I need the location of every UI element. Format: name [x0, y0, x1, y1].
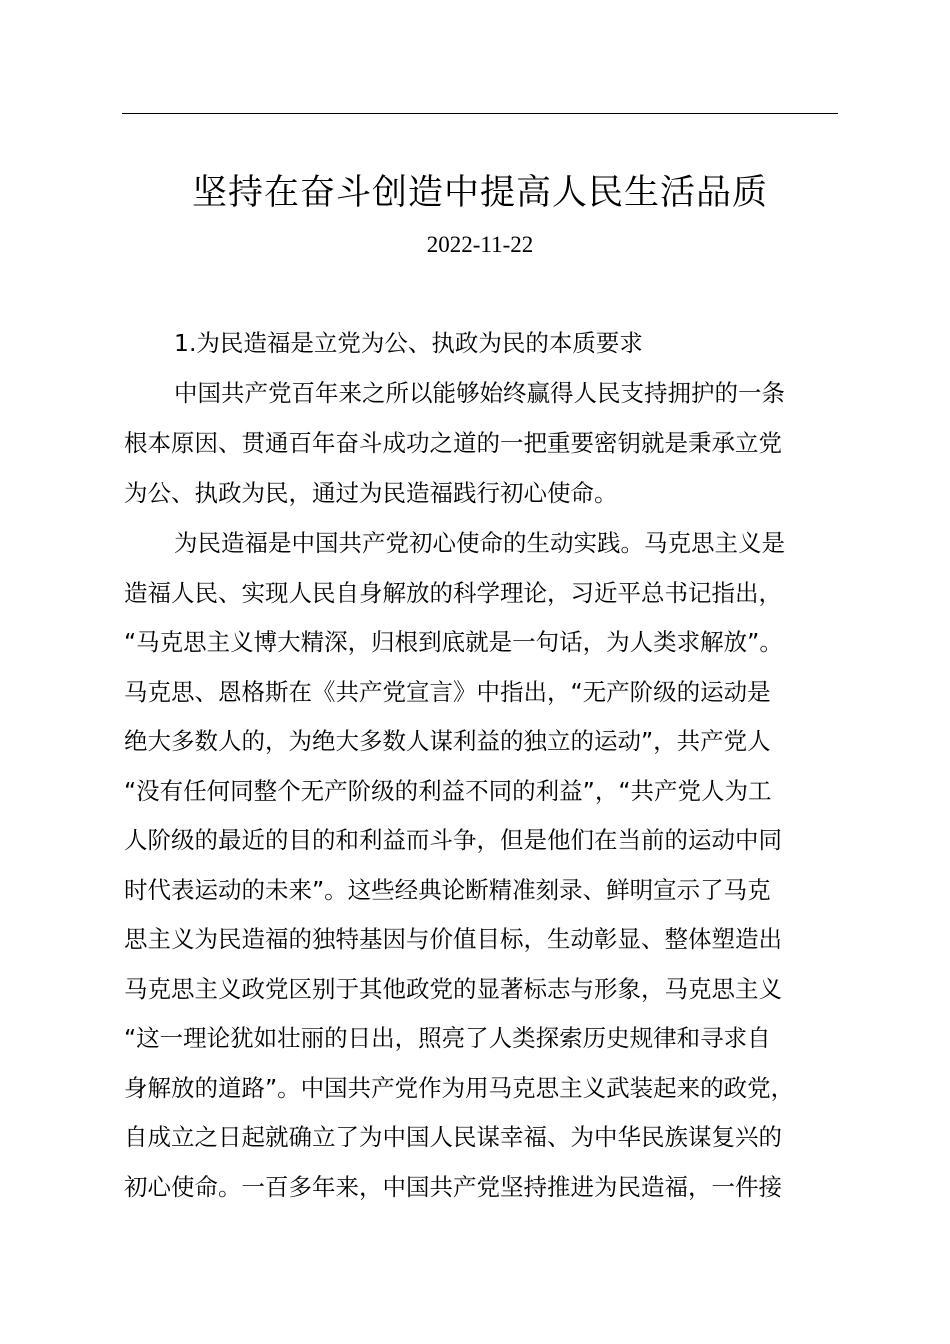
body-line: 初心使命。一百多年来，中国共产党坚持推进为民造福，一件接: [124, 1173, 782, 1201]
body-line: “没有任何同整个无产阶级的利益不同的利益”，“共产党人为工: [124, 777, 772, 805]
body-line: 人阶级的最近的目的和利益而斗争，但是他们在当前的运动中同: [124, 826, 782, 854]
body-line: 根本原因、贯通百年奋斗成功之道的一把重要密钥就是秉承立党: [124, 429, 782, 457]
body-line: 为民造福是中国共产党初心使命的生动实践。马克思主义是: [174, 529, 785, 557]
header-rule: [122, 113, 838, 114]
document-title: 坚持在奋斗创造中提高人民生活品质: [191, 173, 768, 213]
body-line: 中国共产党百年来之所以能够始终赢得人民支持拥护的一条: [174, 379, 785, 407]
body-line: 马克思主义政党区别于其他政党的显著标志与形象，马克思主义: [124, 975, 782, 1003]
body-line: “这一理论犹如壮丽的日出，照亮了人类探索历史规律和寻求自: [124, 1024, 771, 1052]
section-heading: 1.为民造福是立党为公、执政为民的本质要求: [174, 329, 643, 357]
body-line: 身解放的道路”。中国共产党作为用马克思主义武装起来的政党，: [124, 1074, 795, 1102]
body-line: 时代表运动的未来”。这些经典论断精准刻录、鲜明宣示了马克: [124, 876, 771, 904]
body-line: 绝大多数人的，为绝大多数人谋利益的独立的运动”，共产党人: [124, 727, 771, 755]
publish-date: 2022-11-22: [426, 232, 534, 257]
body-line: 思主义为民造福的独特基因与价值目标，生动彰显、整体塑造出: [124, 925, 782, 953]
body-line: 自成立之日起就确立了为中国人民谋幸福、为中华民族谋复兴的: [124, 1123, 782, 1151]
body-line: 造福人民、实现人民自身解放的科学理论，习近平总书记指出，: [124, 579, 782, 607]
body-line: 马克思、恩格斯在《共产党宣言》中指出，“无产阶级的运动是: [124, 678, 771, 706]
body-line: “马克思主义博大精深，归根到底就是一句话，为人类求解放”。: [124, 628, 783, 656]
body-line: 为公、执政为民，通过为民造福践行初心使命。: [124, 479, 618, 507]
